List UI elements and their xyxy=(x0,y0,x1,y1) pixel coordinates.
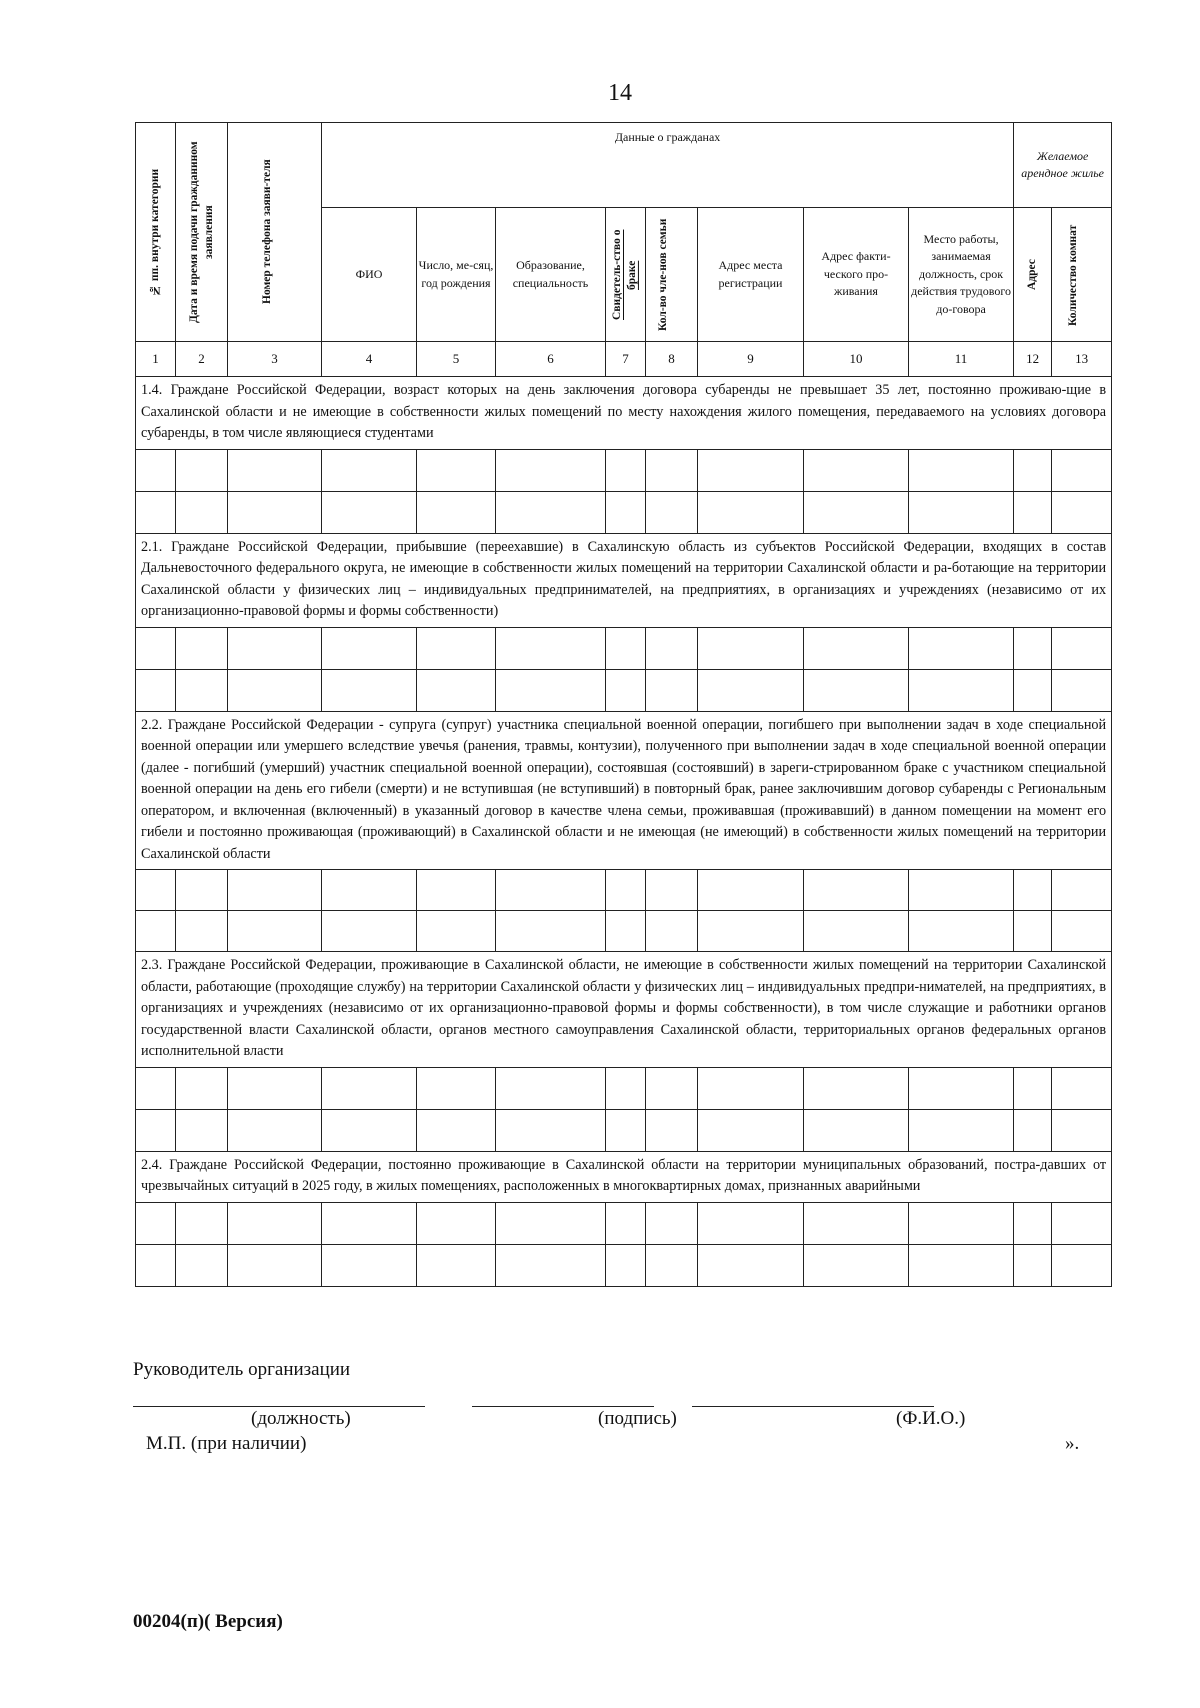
column-number-row xyxy=(136,342,1112,377)
signature-caption: (подпись) xyxy=(598,1408,677,1429)
column-number: 5 xyxy=(417,342,496,377)
table-row xyxy=(136,1244,1112,1286)
header-rooms: Количество комнат xyxy=(1052,208,1112,342)
category-text: 2.3. Граждане Российской Федерации, проживающие в Сахалинской области, не имеющие в собственности жилых помещений на территории Сахалинской области, работающие (проходящие службу) на территории Сахалинской области у физических лиц – индивидуальных предпри-нимателей, на предприятиях, в организациях и учреждениях (независимо от их организационно-правовой формы и формы собственности), в том числе служащие и работники органов государственной власти Сахалинской области, органов местного самоуправления Сахалинской области, территориальных органов федеральных органов исполнительной власти xyxy=(136,952,1112,1068)
header-date: Дата и время подачи гражданином заявления xyxy=(176,123,228,342)
header-marriage: Свидетель-ство о браке xyxy=(606,208,646,342)
column-number: 13 xyxy=(1052,342,1112,377)
page-number: 14 xyxy=(608,80,632,106)
name-line[interactable] xyxy=(692,1406,934,1407)
category-text: 2.4. Граждане Российской Федерации, постоянно проживающие в Сахалинской области на территории муниципальных образований, постра-давших от чрезвычайных ситуаций в 2025 году, в жилых помещениях, расположенных в многоквартирных домах, признанных аварийными xyxy=(136,1151,1112,1202)
header-row-top xyxy=(136,123,1112,208)
header-family: Кол-во чле-нов семьи xyxy=(646,208,698,342)
signature-line[interactable] xyxy=(472,1406,654,1407)
header-address: Адрес xyxy=(1014,208,1052,342)
header-phone: Номер телефона заяви-теля xyxy=(228,123,322,342)
column-number: 12 xyxy=(1014,342,1052,377)
table-row xyxy=(136,1067,1112,1109)
table-row xyxy=(136,627,1112,669)
header-housing-group: Желаемое арендное жилье xyxy=(1014,123,1112,208)
category-row-2-4 xyxy=(136,1151,1112,1202)
header-index: № пп. внутри категории xyxy=(136,123,176,342)
signature-title: Руководитель организации xyxy=(133,1359,351,1380)
column-number: 4 xyxy=(322,342,417,377)
column-number: 11 xyxy=(909,342,1014,377)
table-row xyxy=(136,911,1112,952)
column-number: 6 xyxy=(496,342,606,377)
category-row-2-1 xyxy=(136,533,1112,627)
header-education: Образование, специальность xyxy=(496,208,606,342)
header-citizens-group: Данные о гражданах xyxy=(322,123,1014,208)
table-row xyxy=(136,870,1112,911)
table-row xyxy=(136,491,1112,533)
category-row-1-4 xyxy=(136,377,1112,450)
table-row xyxy=(136,669,1112,711)
category-text: 1.4. Граждане Российской Федерации, возраст которых на день заключения договора субаренды не превышает 35 лет, постоянно проживаю-щие в Сахалинской области и не имеющие в собственности жилых помещений по месту нахождения жилого помещения, передаваемого на условиях договора субаренды, в том числе являющиеся студентами xyxy=(136,377,1112,450)
category-text: 2.2. Граждане Российской Федерации - супруга (супруг) участника специальной военной операции, погибшего при выполнении задач в ходе специальной военной операции или умершего вследствие увечья (ранения, травмы, контузии), полученного при выполнении задач в ходе специальной военной операции (далее - погибший (умерший) участник специальной военной операции), состоявшая (состоявший) в зареги-стрированном браке с участником специальной военной операции на день его гибели (смерти) и не вступившая (не вступивший) в повторный брак, ранее заключившим договор субаренды с Региональным оператором, и включенная (включенный) в указанный договор в качестве члена семьи, проживавшая (проживавший) в данном помещении на момент его гибели и постоянно проживающая (проживающий) в Сахалинской области и не имеющая (не имеющий) в собственности жилых помещений на территории Сахалинской области xyxy=(136,711,1112,870)
name-caption: (Ф.И.О.) xyxy=(896,1408,966,1429)
column-number: 10 xyxy=(804,342,909,377)
column-number: 1 xyxy=(136,342,176,377)
document-code: 00204(п)( Версия) xyxy=(133,1611,283,1632)
stamp-label: М.П. (при наличии) xyxy=(146,1433,307,1454)
header-work: Место работы, занимаемая должность, срок действия трудового до-говора xyxy=(909,208,1014,342)
position-caption: (должность) xyxy=(251,1408,351,1429)
position-line[interactable] xyxy=(133,1406,425,1407)
table-row xyxy=(136,1109,1112,1151)
category-row-2-2 xyxy=(136,711,1112,870)
header-reg-address: Адрес места регистрации xyxy=(698,208,804,342)
header-fio: ФИО xyxy=(322,208,417,342)
column-number: 9 xyxy=(698,342,804,377)
closing-mark: ». xyxy=(1065,1433,1080,1454)
table-row xyxy=(136,449,1112,491)
column-number: 7 xyxy=(606,342,646,377)
column-number: 2 xyxy=(176,342,228,377)
header-actual-address: Адрес факти-ческого про-живания xyxy=(804,208,909,342)
citizens-registry-table xyxy=(135,122,1112,1287)
column-number: 3 xyxy=(228,342,322,377)
column-number: 8 xyxy=(646,342,698,377)
header-birth: Число, ме-сяц, год рождения xyxy=(417,208,496,342)
category-row-2-3 xyxy=(136,952,1112,1068)
table-row xyxy=(136,1202,1112,1244)
category-text: 2.1. Граждане Российской Федерации, прибывшие (переехавшие) в Сахалинскую область из субъектов Российской Федерации, входящих в состав Дальневосточного федерального округа, не имеющие в собственности жилых помещений на территории Сахалинской области и ра-ботающие на территории Сахалинской области у физических лиц – индивидуальных предпринимателей, на предприятиях, в организациях и учреждениях (независимо от их организационно-правовой формы и формы собственности) xyxy=(136,533,1112,627)
